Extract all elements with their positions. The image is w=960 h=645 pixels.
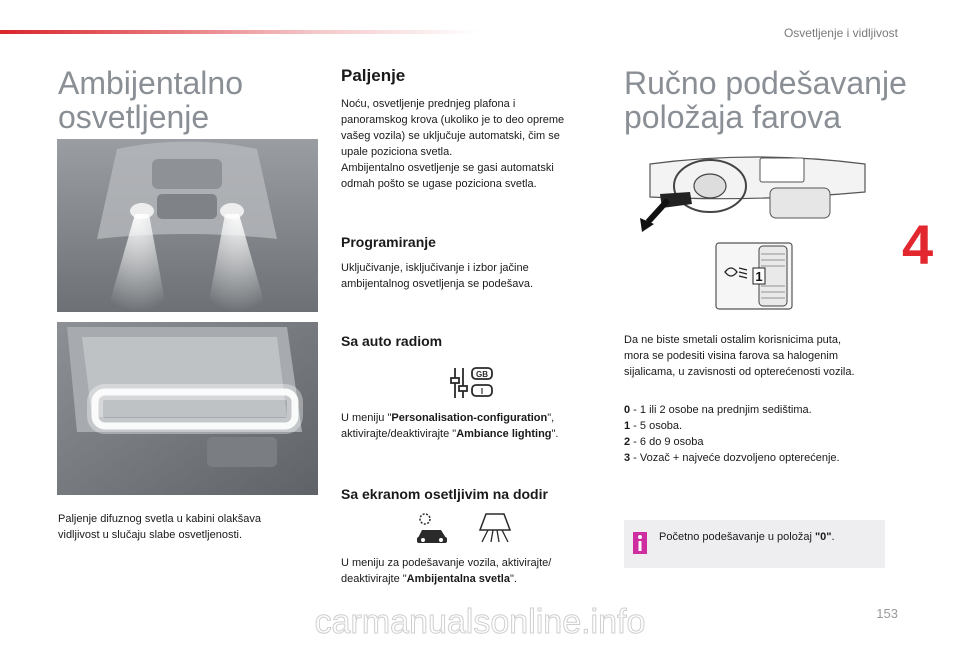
ambient-light-icon <box>474 510 516 546</box>
info-note-text: Početno podešavanje u položaj "0". <box>659 531 835 543</box>
radio-icon-gb-label: GB <box>476 370 488 379</box>
heading-paljenje: Paljenje <box>341 66 406 85</box>
ambient-caption: Paljenje difuznog svetla u kabini olakšava vidljivost u slučaju slabe osvetljenosti. <box>58 513 262 541</box>
legend-item: 3 - Vozač + najveće dozvoljeno opterećenje. <box>624 452 840 464</box>
watermark-text: carmanualsonline.info <box>314 603 646 640</box>
dial-value-label: 1 <box>755 269 763 284</box>
heading-auto-radio: Sa auto radiom <box>341 333 443 349</box>
radio-settings-icon <box>447 366 495 400</box>
section-title-ambient: Ambijentalno osvetljenje <box>58 65 243 135</box>
header-accent-bar <box>0 30 480 34</box>
auto-radio-text: U meniju "Personalisation-configuration", aktivirajte/deaktivirajte "Ambiance lighting". <box>341 412 559 440</box>
chapter-number: 4 <box>902 213 934 276</box>
radio-icon-i-label: I <box>480 387 484 396</box>
paljenje-text: Noću, osvetljenje prednjeg plafona i panoramskog krova (ukoliko je to deo opreme vašeg vozila) se uključuje automatski, čim se upale poziciona svetla. Ambijentalno osvetljenje se gasi automatski odmah pošto se ugase poziciona svetla. <box>341 98 565 190</box>
headlamp-legend <box>624 402 840 466</box>
legend-item: 1 - 5 osoba. <box>624 420 683 432</box>
chapter-title: Osvetljenje i vidljivost <box>783 26 898 40</box>
ceiling-light-photo <box>57 139 318 312</box>
touchscreen-text: U meniju za podešavanje vozila, aktivirajte/ deaktivirajte "Ambijentalna svetla". <box>341 557 552 585</box>
page-number: 153 <box>876 606 898 621</box>
watermark <box>0 600 960 640</box>
legend-item: 0 - 1 ili 2 osobe na prednjim sedištima. <box>624 404 812 416</box>
programiranje-text: Uključivanje, isključivanje i izbor jačine ambijentalnog osvetljenja se podešava. <box>341 262 534 290</box>
headlamp-dial-illustration <box>715 242 793 310</box>
dashboard-illustration <box>640 152 870 234</box>
car-settings-icon <box>413 510 453 546</box>
panoramic-roof-photo <box>57 322 318 495</box>
heading-programiranje: Programiranje <box>341 234 436 250</box>
headlamp-description: Da ne biste smetali ostalim korisnicima puta, mora se podesiti visina farova sa halogenim sijalicama, u zavisnosti od opterećenosti vozila. <box>624 334 855 378</box>
heading-touchscreen: Sa ekranom osetljivim na dodir <box>341 486 548 502</box>
section-title-headlamp: Ručno podešavanje položaja farova <box>624 65 907 135</box>
legend-item: 2 - 6 do 9 osoba <box>624 436 704 448</box>
info-icon <box>633 532 647 554</box>
